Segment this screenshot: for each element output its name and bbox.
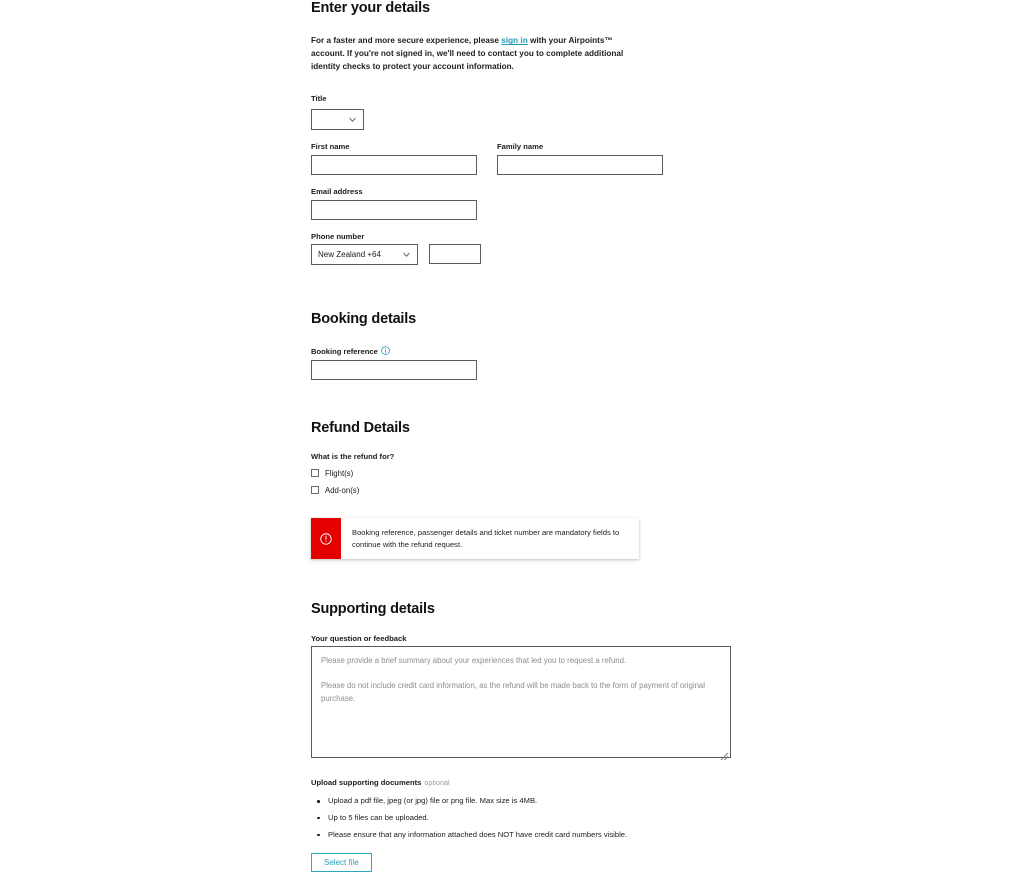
phone-country-select[interactable] [311,244,418,265]
section-booking-details [311,311,751,379]
upload-documents-group [311,772,751,872]
refund-question-label: What is the refund for? [311,452,395,462]
checkbox-flights-label: Flight(s) [325,468,354,478]
alert-message: Booking reference, passenger details and ticket number are mandatory fields to continue with the refund request. [352,527,620,549]
enter-details-intro [311,35,629,73]
name-fields-row [311,143,751,175]
booking-reference-label [311,346,751,356]
phone-row [311,244,751,265]
phone-label: Phone number [311,231,365,241]
refund-details-heading: Refund Details [311,419,410,436]
list-item: Upload a pdf file, jpeg (or jpg) file or png file. Max size is 4MB. [328,797,751,805]
field-spacer [418,244,429,265]
enter-details-heading: Enter your details [311,0,430,16]
chevron-down-icon [402,250,411,259]
upload-requirements-list [311,797,751,838]
email-input[interactable] [311,200,477,220]
checkbox-flights[interactable] [311,469,319,477]
email-label: Email address [311,186,363,196]
phone-country-value: New Zealand +64 [318,250,381,260]
intro-text-before: For a faster and more secure experience, please [311,36,502,46]
title-select[interactable] [311,109,364,130]
chevron-down-icon [348,115,357,124]
info-icon[interactable] [381,346,390,355]
booking-reference-input[interactable] [311,360,477,380]
booking-details-heading: Booking details [311,311,416,328]
first-name-label: First name [311,141,350,151]
refund-options-list [311,465,751,499]
checkbox-addons-label: Add-on(s) [325,485,360,495]
upload-documents-label-text: Upload supporting documents [311,778,422,788]
sign-in-link[interactable]: sign in [501,36,528,46]
intro-text-after: with your Airpoints™ account. If you're not signed in, we'll need to contact you to complete additional identity checks to protect your account information. [311,36,624,71]
upload-optional-badge: optional [424,778,450,788]
feedback-field-group [311,635,751,764]
section-supporting-details [311,601,751,872]
list-item: Up to 5 files can be uploaded. [328,814,751,822]
feedback-textarea-wrap [311,646,731,763]
checkbox-row-addons[interactable] [311,482,751,499]
title-field-group [311,95,751,130]
first-name-field-group [311,143,477,175]
first-name-input[interactable] [311,155,477,175]
alert-accent-bar [311,518,341,560]
title-label: Title [311,93,327,103]
checkbox-row-flights[interactable] [311,465,751,482]
alert-circle-exclamation-icon [320,533,332,545]
supporting-details-heading: Supporting details [311,601,435,618]
phone-number-input[interactable] [429,244,481,264]
checkbox-addons[interactable] [311,486,319,494]
refund-request-form [311,0,751,872]
feedback-textarea[interactable] [311,646,731,758]
booking-reference-label-text: Booking reference [311,346,378,356]
field-spacer [477,143,497,175]
family-name-label: Family name [497,141,544,151]
list-item: Please ensure that any information attached does NOT have credit card numbers visible. [328,831,751,839]
mandatory-fields-alert [311,518,639,560]
family-name-field-group [497,143,663,175]
section-enter-your-details [311,0,751,265]
family-name-input[interactable] [497,155,663,175]
booking-reference-field-group [311,346,751,380]
email-field-group [311,188,751,220]
upload-documents-label [311,778,450,787]
phone-field-group [311,233,751,266]
section-refund-details [311,420,751,560]
feedback-label: Your question or feedback [311,633,407,643]
select-file-button[interactable]: Select file [311,853,372,872]
